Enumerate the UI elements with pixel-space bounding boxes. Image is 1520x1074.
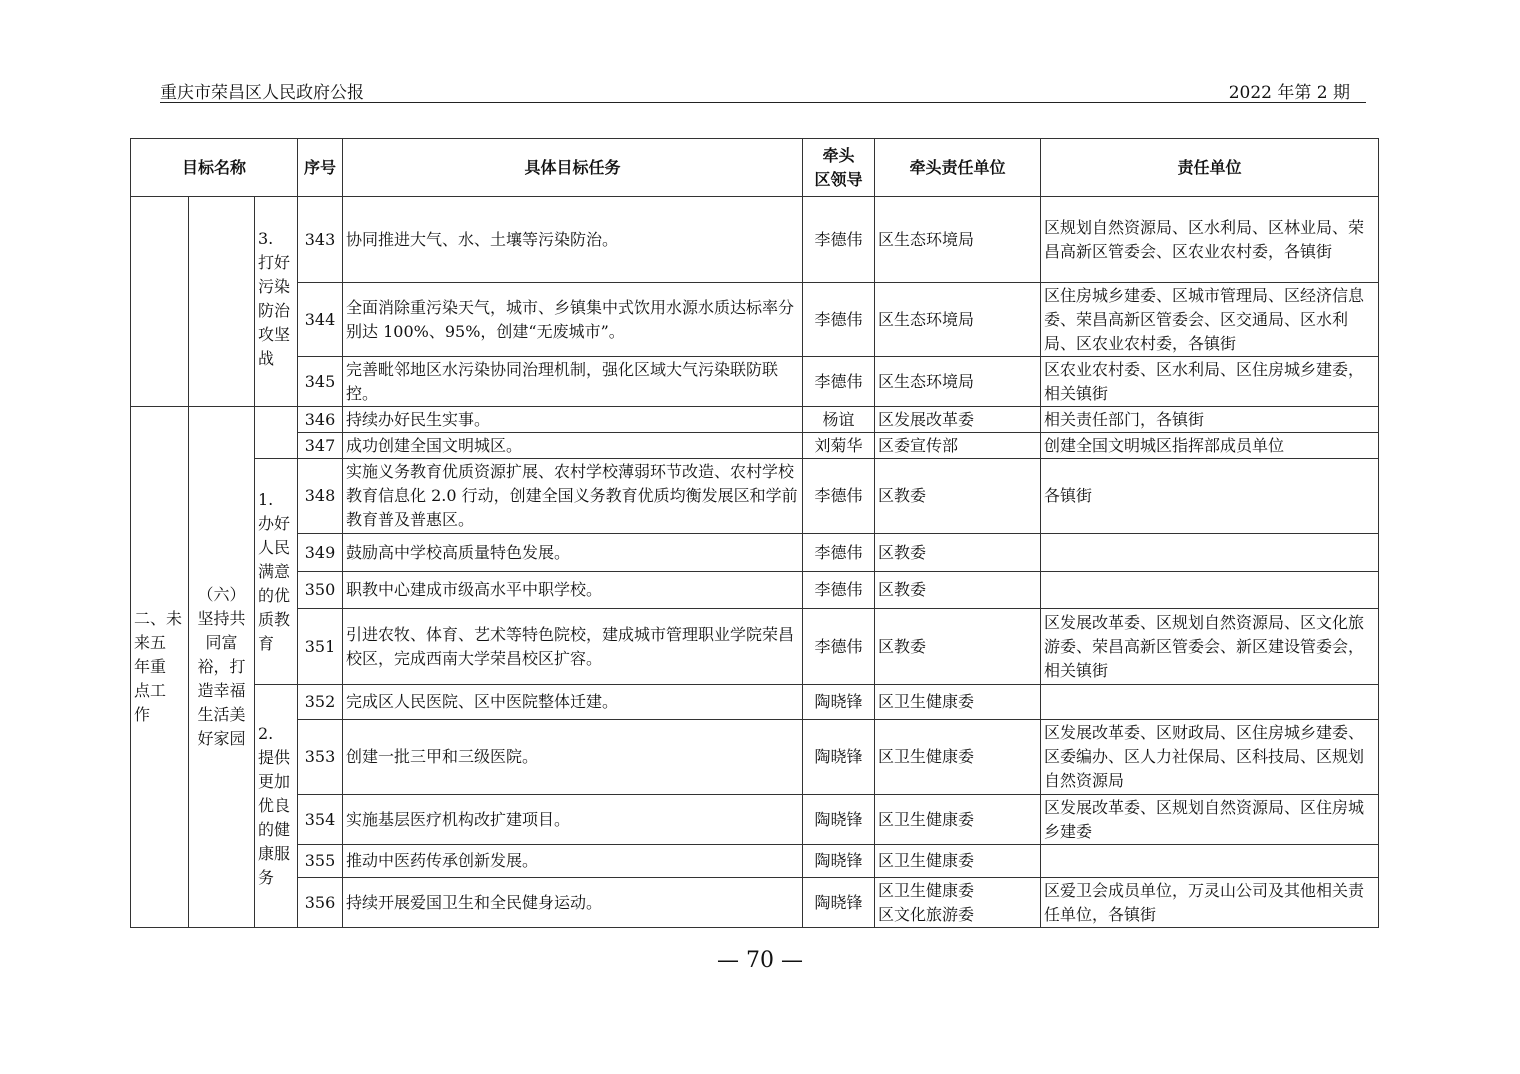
lead-unit-cell: 区卫生健康委 区文化旅游委 bbox=[875, 878, 1041, 928]
seq-cell: 355 bbox=[298, 845, 343, 878]
resp-unit-cell: 区发展改革委、区规划自然资源局、区文化旅游委、荣昌高新区管委会、新区建设管委会，相关镇街 bbox=[1041, 609, 1379, 685]
lead-unit-cell: 区卫生健康委 bbox=[875, 795, 1041, 845]
leader-cell: 陶晓锋 bbox=[803, 795, 875, 845]
empty-cell bbox=[255, 407, 298, 459]
table-row bbox=[131, 197, 1379, 283]
table-row bbox=[131, 407, 1379, 433]
seq-cell: 351 bbox=[298, 609, 343, 685]
lead-unit-cell: 区卫生健康委 bbox=[875, 845, 1041, 878]
target-task-table bbox=[130, 138, 1379, 928]
col-leader bbox=[803, 139, 875, 197]
leader-cell: 李德伟 bbox=[803, 459, 875, 534]
table-row bbox=[131, 685, 1379, 720]
resp-unit-cell: 相关责任部门，各镇街 bbox=[1041, 407, 1379, 433]
resp-unit-cell: 各镇街 bbox=[1041, 459, 1379, 534]
table-row bbox=[131, 459, 1379, 534]
group-category: 二、未 来五 年重 点工 作 bbox=[131, 407, 189, 928]
task-cell: 职教中心建成市级高水平中职学校。 bbox=[343, 572, 803, 609]
leader-cell: 陶晓锋 bbox=[803, 685, 875, 720]
lead-unit-cell: 区生态环境局 bbox=[875, 357, 1041, 407]
task-cell: 协同推进大气、水、土壤等污染防治。 bbox=[343, 197, 803, 283]
table-row bbox=[131, 433, 1379, 459]
col-leader-line2: 区领导 bbox=[814, 169, 863, 189]
leader-cell: 陶晓锋 bbox=[803, 845, 875, 878]
lead-unit-cell: 区生态环境局 bbox=[875, 283, 1041, 357]
task-cell: 实施义务教育优质资源扩展、农村学校薄弱环节改造、农村学校教育信息化 2.0 行动，创建全国义务教育优质均衡发展区和学前教育普及普惠区。 bbox=[343, 459, 803, 534]
task-cell: 成功创建全国文明城区。 bbox=[343, 433, 803, 459]
table-row bbox=[131, 572, 1379, 609]
col-lead-unit: 牵头责任单位 bbox=[875, 139, 1041, 197]
leader-cell: 杨谊 bbox=[803, 407, 875, 433]
col-resp-unit: 责任单位 bbox=[1041, 139, 1379, 197]
table-header-row bbox=[131, 139, 1379, 197]
seq-cell: 348 bbox=[298, 459, 343, 534]
table-row bbox=[131, 845, 1379, 878]
empty-cell bbox=[189, 197, 255, 407]
issue-number: 2022 年第 2 期 bbox=[1228, 83, 1350, 103]
resp-unit-cell: 区爱卫会成员单位，万灵山公司及其他相关责任单位，各镇街 bbox=[1041, 878, 1379, 928]
resp-unit-cell bbox=[1041, 572, 1379, 609]
resp-unit-cell: 区住房城乡建委、区城市管理局、区经济信息委、荣昌高新区管委会、区交通局、区水利局、区农业农村委，各镇街 bbox=[1041, 283, 1379, 357]
task-cell: 完成区人民医院、区中医院整体迁建。 bbox=[343, 685, 803, 720]
table-row bbox=[131, 795, 1379, 845]
leader-cell: 李德伟 bbox=[803, 197, 875, 283]
seq-cell: 344 bbox=[298, 283, 343, 357]
task-cell: 全面消除重污染天气，城市、乡镇集中式饮用水源水质达标率分别达 100%、95%，创建“无废城市”。 bbox=[343, 283, 803, 357]
task-cell: 持续办好民生实事。 bbox=[343, 407, 803, 433]
table-row bbox=[131, 283, 1379, 357]
leader-cell: 陶晓锋 bbox=[803, 720, 875, 795]
leader-cell: 李德伟 bbox=[803, 609, 875, 685]
task-cell: 创建一批三甲和三级医院。 bbox=[343, 720, 803, 795]
resp-unit-cell bbox=[1041, 534, 1379, 572]
leader-cell: 李德伟 bbox=[803, 357, 875, 407]
seq-cell: 346 bbox=[298, 407, 343, 433]
resp-unit-cell: 区发展改革委、区财政局、区住房城乡建委、区委编办、区人力社保局、区科技局、区规划自然资源局 bbox=[1041, 720, 1379, 795]
leader-cell: 李德伟 bbox=[803, 283, 875, 357]
table-row bbox=[131, 609, 1379, 685]
group-education: 1. 办好 人民 满意 的优 质教 育 bbox=[255, 459, 298, 685]
resp-unit-cell bbox=[1041, 845, 1379, 878]
task-cell: 引进农牧、体育、艺术等特色院校，建成城市管理职业学院荣昌校区，完成西南大学荣昌校区扩容。 bbox=[343, 609, 803, 685]
seq-cell: 352 bbox=[298, 685, 343, 720]
seq-cell: 356 bbox=[298, 878, 343, 928]
col-seq: 序号 bbox=[298, 139, 343, 197]
col-leader-line1: 牵头 bbox=[822, 145, 855, 165]
task-cell: 实施基层医疗机构改扩建项目。 bbox=[343, 795, 803, 845]
resp-unit-cell: 区规划自然资源局、区水利局、区林业局、荣昌高新区管委会、区农业农村委，各镇街 bbox=[1041, 197, 1379, 283]
resp-unit-cell bbox=[1041, 685, 1379, 720]
table-row bbox=[131, 878, 1379, 928]
resp-unit-cell: 区发展改革委、区规划自然资源局、区住房城乡建委 bbox=[1041, 795, 1379, 845]
lead-unit-cell: 区教委 bbox=[875, 572, 1041, 609]
group-subcategory: （六） 坚持共 同富 裕，打 造幸福 生活美 好家园 bbox=[189, 407, 255, 928]
leader-cell: 刘菊华 bbox=[803, 433, 875, 459]
task-cell: 完善毗邻地区水污染协同治理机制，强化区域大气污染联防联控。 bbox=[343, 357, 803, 407]
group-pollution: 3. 打好 污染 防治 攻坚 战 bbox=[255, 197, 298, 407]
page-number: — 70 — bbox=[717, 948, 803, 973]
seq-cell: 349 bbox=[298, 534, 343, 572]
resp-unit-cell: 区农业农村委、区水利局、区住房城乡建委，相关镇街 bbox=[1041, 357, 1379, 407]
table-row bbox=[131, 534, 1379, 572]
leader-cell: 陶晓锋 bbox=[803, 878, 875, 928]
leader-cell: 李德伟 bbox=[803, 534, 875, 572]
task-cell: 持续开展爱国卫生和全民健身运动。 bbox=[343, 878, 803, 928]
lead-unit-cell: 区教委 bbox=[875, 609, 1041, 685]
seq-cell: 353 bbox=[298, 720, 343, 795]
lead-unit-cell: 区委宣传部 bbox=[875, 433, 1041, 459]
resp-unit-cell: 创建全国文明城区指挥部成员单位 bbox=[1041, 433, 1379, 459]
table-row bbox=[131, 720, 1379, 795]
table-row bbox=[131, 357, 1379, 407]
seq-cell: 347 bbox=[298, 433, 343, 459]
task-cell: 鼓励高中学校高质量特色发展。 bbox=[343, 534, 803, 572]
task-cell: 推动中医药传承创新发展。 bbox=[343, 845, 803, 878]
seq-cell: 354 bbox=[298, 795, 343, 845]
page-header bbox=[160, 78, 1366, 103]
bulletin-title: 重庆市荣昌区人民政府公报 bbox=[160, 83, 364, 103]
empty-cell bbox=[131, 197, 189, 407]
lead-unit-cell: 区教委 bbox=[875, 534, 1041, 572]
seq-cell: 343 bbox=[298, 197, 343, 283]
lead-unit-cell: 区教委 bbox=[875, 459, 1041, 534]
seq-cell: 345 bbox=[298, 357, 343, 407]
lead-unit-cell: 区发展改革委 bbox=[875, 407, 1041, 433]
seq-cell: 350 bbox=[298, 572, 343, 609]
lead-unit-cell: 区生态环境局 bbox=[875, 197, 1041, 283]
lead-unit-cell: 区卫生健康委 bbox=[875, 685, 1041, 720]
col-task: 具体目标任务 bbox=[343, 139, 803, 197]
col-target-name: 目标名称 bbox=[131, 139, 298, 197]
leader-cell: 李德伟 bbox=[803, 572, 875, 609]
group-health: 2. 提供 更加 优良 的健 康服 务 bbox=[255, 685, 298, 928]
lead-unit-cell: 区卫生健康委 bbox=[875, 720, 1041, 795]
